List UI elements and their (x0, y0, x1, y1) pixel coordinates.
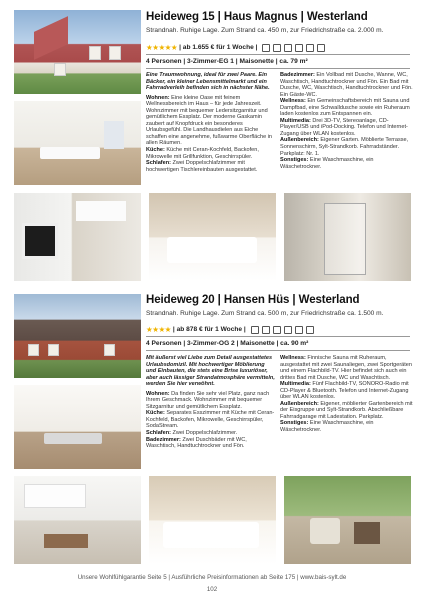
listing1-kitchen-photo (14, 193, 141, 281)
listing1-aussen-heading: Außenbereich: (280, 137, 319, 144)
listing2-kitchen-photo (14, 476, 141, 564)
listing1-rating-price (146, 43, 325, 52)
parking-icon (306, 44, 314, 52)
listing1-multimedia-text: Drei 3D-TV, Stereoanlage, CD-Player/USB und iPod-Docking. Telefon und Internet-Zugang über WLAN kostenlos. (280, 117, 408, 137)
listing2-intro: Mit äußerst viel Liebe zum Detail ausgestattetes Urlaubsdomizil. Mit hochwertiger Möblierung und Einbauten, die stets eine Brise luxuriöser, aber auch lässiger Strandatmosphäre vermitteln, werden Sie hier verwöhnt. (146, 355, 275, 388)
listing2-sonstiges-text: Eine Waschmaschine, ein Wäschetrockner. (280, 420, 374, 434)
listing2-aussen-text: Eigener, möblierter Gartenbereich mit der Eisgruppe und Sylt-Strandkorb. Abschließbare Fahrradgarage mit Ladestation. Parkplatz. (280, 400, 413, 420)
listing1-wohnen-heading: Wohnen: (146, 94, 170, 101)
no-smoking-icon (284, 44, 292, 52)
listing1-divider-top (146, 54, 410, 55)
no-pets-icon (295, 44, 303, 52)
listing1-wellness-heading: Wellness: (280, 98, 306, 105)
sauna-icon (317, 44, 325, 52)
listing1-schlafen-heading: Schlafen: (146, 160, 171, 167)
listing1-rooms: 4 Personen | 3-Zimmer-EG 1 | Maisonette | ca. 79 m² (146, 58, 308, 65)
no-pets-icon (284, 326, 292, 334)
listing1-kueche-heading: Küche: (146, 147, 165, 154)
listing2-price: | ab 878 € für 1 Woche | (172, 326, 246, 333)
listing1-sonstiges-heading: Sonstiges: (280, 157, 309, 164)
listing1-sonstiges-text: Eine Waschmaschine, ein Wäschetrockner. (280, 157, 374, 170)
listing1-bathroom-photo (284, 193, 411, 281)
listing2-divider-top (146, 336, 410, 337)
listing2-right-column (280, 355, 413, 434)
listing2-schlafen-heading: Schlafen: (146, 430, 171, 437)
listing2-left-column (146, 355, 276, 450)
listing2-sonstiges-heading: Sonstiges: (280, 420, 309, 427)
listing1-price: | ab 1.655 € für 1 Woche | (179, 44, 258, 51)
listing2-rooms: 4 Personen | 3-Zimmer-OG 2 | Maisonette | ca. 90 m² (146, 340, 309, 347)
tv-icon (262, 44, 270, 52)
listing1-left-column (146, 72, 276, 173)
listing2-rating-price (146, 325, 314, 334)
listing2-bad-text: Zwei Duschbäder mit WC, Waschtisch, Handtuchtrockner und Fön. (146, 436, 247, 450)
listing1-kueche-text: Küche mit Ceran-Kochfeld, Backofen, Mikrowelle mit Grillfunktion, Geschirrspüler. (146, 147, 259, 160)
no-smoking-icon (273, 326, 281, 334)
listing1-wellness-text: Ein Gemeinschaftsbereich mit Sauna und Dampfbad, eine Schwalldusche sowie ein Ruheraum laden kostenlos zum Entspannen ein. (280, 98, 410, 118)
listing2-living-photo (14, 385, 141, 469)
listing1-living-photo (14, 101, 141, 185)
listing2-aussen-heading: Außenbereich: (280, 400, 319, 407)
listing2-wellness-heading: Wellness: (280, 355, 306, 361)
listing2-bedroom-photo (149, 476, 276, 564)
listing2-kueche-text: Separates Esszimmer mit Küche mit Ceran-Kochfeld, Backofen, Mikrowelle, Geschirrspüler, SodaStream. (146, 410, 275, 430)
listing2-star-rating: ★★★★ (146, 325, 171, 334)
listing1-schlafen-text: Zwei Doppelschlafzimmer mit hochwertigen Tischlereinbauten ausgestattet. (146, 160, 258, 173)
listing1-house-photo (14, 10, 141, 94)
sauna-icon (306, 326, 314, 334)
listing2-schlafen-text: Zwei Doppelschlafzimmer. (172, 430, 238, 437)
listing1-subtitle: Strandnah. Ruhige Lage. Zum Strand ca. 450 m, zur Friedrichstraße ca. 2.000 m. (146, 27, 384, 34)
listing2-terrace-photo (284, 476, 411, 564)
parking-icon (295, 326, 303, 334)
listing2-house-photo (14, 294, 141, 378)
listing1-bedroom-photo (149, 193, 276, 281)
listing2-wohnen-text: Da finden Sie sehr viel Platz, ganz nach Ihrem Geschmack. Wohnzimmer mit bequemer Sitzgarnitur und gemütlichem Essplatz. (146, 390, 270, 410)
listing2-title: Heideweg 20 | Hansen Hüs | Westerland (146, 294, 360, 306)
listing2-subtitle: Strandnah. Ruhige Lage. Zum Strand ca. 500 m, zur Friedrichstraße ca. 1.500 m. (146, 310, 384, 317)
listing2-multimedia-text: Fünf Flachbild-TV, SONORO-Radio mit CD-Player & Bluetooth. Telefon und Internet-Zugang über WLAN kostenlos. (280, 381, 409, 401)
page-number: 102 (206, 586, 218, 593)
listing1-right-column (280, 72, 413, 170)
listing1-title: Heideweg 15 | Haus Magnus | Westerland (146, 11, 368, 23)
listing2-wellness-text: Finnische Sauna mit Ruheraum, ausgestattet mit zwei Saunaliegen, zwei Sportgeräten und einem Flachbild-TV. Hier befindet sich auch ein drittes Bad mit Dusche, WC und Waschtisch. (280, 355, 412, 381)
listing2-kueche-heading: Küche: (146, 410, 165, 417)
listing1-wohnen-text: Eine kleine Oase mit feinem Wellnessbereich im Haus – für jede Jahreszeit. Wohnzimmer mit bequemer Ledersitzgarnitur und gemütlichem Essplatz. Der moderne Gaskamin zaubert auf Knopfdruck ein besonderes Urlaubsgefühl. Die Landhausdielen aus Eiche schaffen eine angenehme, fußwarme Oberfläche in allen Räumen. (146, 94, 273, 147)
listing1-star-rating: ★★★★★ (146, 43, 178, 52)
listing1-intro: Eine Traumwohnung, ideal für zwei Paare. Ein Bäcker, ein kleiner Lebensmittelmarkt und ein Fahrradverleih befinden sich in nächster Nähe. (146, 72, 270, 92)
listing2-amenity-icons (251, 326, 314, 334)
page-footer: Unsere Wohlfühlgarantie Seite 5 | Ausführliche Preisinformationen ab Seite 175 | www.bais-sylt.de (77, 574, 347, 581)
wifi-icon (262, 326, 270, 334)
listing2-bad-heading: Badezimmer: (146, 436, 181, 443)
listing2-divider-bottom (146, 350, 410, 351)
listing2-multimedia-heading: Multimedia: (280, 381, 311, 388)
listing1-bad-text: Ein Vollbad mit Dusche, Wanne, WC, Waschtisch, Handtuchtrockner und Fön. Ein Bad mit Dusche, WC, Waschtisch, Handtuchtrockner und Fön. Ein Gäste-WC. (280, 72, 413, 98)
listing1-divider-bottom (146, 68, 410, 69)
listing2-wohnen-heading: Wohnen: (146, 390, 170, 397)
tv-icon (251, 326, 259, 334)
listing1-multimedia-heading: Multimedia: (280, 117, 311, 124)
listing1-amenity-icons (262, 44, 325, 52)
wifi-icon (273, 44, 281, 52)
listing1-aussen-text: Eigener Garten. Möblierte Terrasse, Sonnenschirm, Sylt-Strandkorb. Fahrradständer. Parkplatz: Nr. 1. (280, 137, 409, 157)
listing1-bad-heading: Badezimmer: (280, 72, 315, 78)
